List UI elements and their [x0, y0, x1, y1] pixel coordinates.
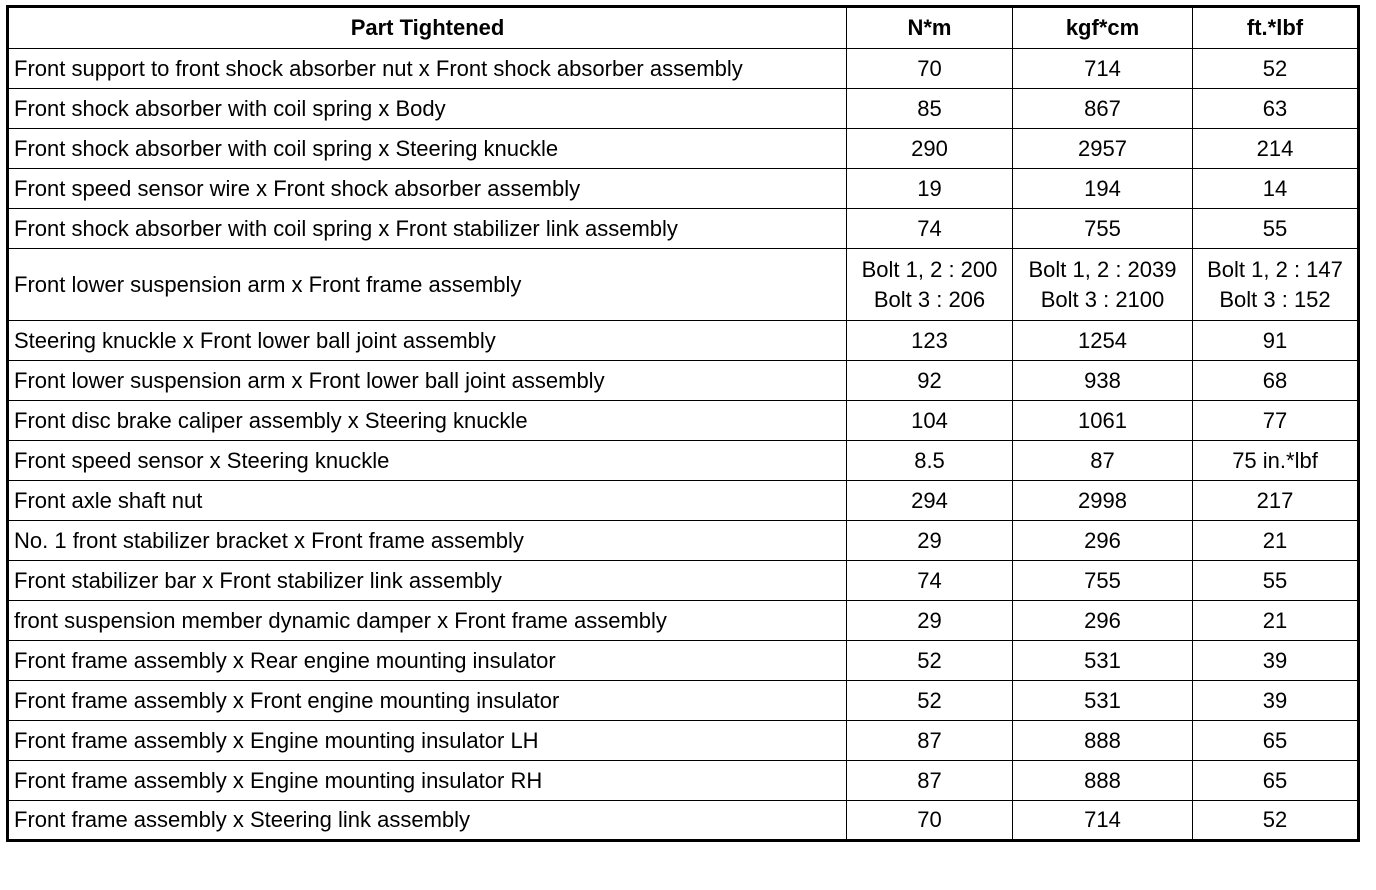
ftlbf-cell [1193, 481, 1359, 521]
table-row [8, 441, 1359, 481]
table-row [8, 89, 1359, 129]
table-row [8, 721, 1359, 761]
table-row [8, 401, 1359, 441]
part-tightened-cell: Front frame assembly x Front engine mounting insulator [8, 681, 847, 721]
ftlbf-cell-value: Bolt 3 : 152 [1219, 286, 1331, 312]
kgfcm-cell-value: 714 [1084, 807, 1121, 832]
table-row [8, 249, 1359, 321]
ftlbf-cell-value: 214 [1256, 135, 1294, 161]
nm-cell [847, 521, 1013, 561]
ftlbf-cell-value: 91 [1262, 327, 1288, 353]
part-tightened-cell: Front speed sensor wire x Front shock absorber assembly [8, 169, 847, 209]
kgfcm-cell-value: 531 [1084, 647, 1121, 673]
kgfcm-cell [1013, 129, 1193, 169]
nm-cell-value: 87 [917, 727, 942, 753]
kgfcm-cell-value: 1254 [1078, 327, 1127, 353]
kgfcm-cell [1013, 361, 1193, 401]
ftlbf-cell-value: 217 [1256, 487, 1294, 513]
ftlbf-cell [1193, 321, 1359, 361]
part-tightened-cell: Front shock absorber with coil spring x Body [8, 89, 847, 129]
kgfcm-cell [1013, 641, 1193, 681]
ftlbf-cell [1193, 169, 1359, 209]
ftlbf-cell-value: 75 in.*lbf [1232, 447, 1318, 473]
part-tightened-cell: Front support to front shock absorber nut x Front shock absorber assembly [8, 49, 847, 89]
part-tightened-cell: No. 1 front stabilizer bracket x Front frame assembly [8, 521, 847, 561]
part-tightened-cell: Front shock absorber with coil spring x Steering knuckle [8, 129, 847, 169]
ftlbf-cell [1193, 401, 1359, 441]
part-tightened-cell: Front axle shaft nut [8, 481, 847, 521]
nm-cell-value: 74 [917, 215, 942, 241]
table-row [8, 209, 1359, 249]
header-part-tightened: Part Tightened [8, 7, 847, 49]
nm-cell [847, 209, 1013, 249]
nm-cell [847, 249, 1013, 321]
nm-cell [847, 601, 1013, 641]
ftlbf-cell [1193, 49, 1359, 89]
ftlbf-cell-value: 65 [1262, 767, 1288, 793]
part-tightened-cell: Front frame assembly x Engine mounting insulator LH [8, 721, 847, 761]
ftlbf-cell-value: 55 [1262, 567, 1288, 593]
kgfcm-cell [1013, 209, 1193, 249]
nm-cell [847, 481, 1013, 521]
ftlbf-cell [1193, 721, 1359, 761]
part-tightened-cell: Front lower suspension arm x Front lower ball joint assembly [8, 361, 847, 401]
ftlbf-cell [1193, 249, 1359, 321]
kgfcm-cell [1013, 481, 1193, 521]
nm-cell [847, 401, 1013, 441]
ftlbf-cell-value: 55 [1262, 215, 1288, 241]
table-row [8, 49, 1359, 89]
ftlbf-cell-value: 68 [1262, 367, 1288, 393]
table-row [8, 521, 1359, 561]
nm-cell [847, 49, 1013, 89]
ftlbf-cell-value: 21 [1262, 527, 1288, 553]
kgfcm-cell [1013, 561, 1193, 601]
kgfcm-cell [1013, 169, 1193, 209]
kgfcm-cell-value: 296 [1084, 527, 1121, 553]
table-body [8, 49, 1359, 841]
nm-cell [847, 681, 1013, 721]
ftlbf-cell [1193, 801, 1359, 841]
nm-cell-value: 29 [917, 607, 942, 633]
table-row [8, 129, 1359, 169]
kgfcm-cell-value: 714 [1084, 55, 1121, 81]
nm-cell [847, 721, 1013, 761]
nm-cell-value: 52 [917, 647, 942, 673]
kgfcm-cell [1013, 521, 1193, 561]
ftlbf-cell [1193, 561, 1359, 601]
nm-cell-value: 294 [911, 487, 948, 513]
nm-cell [847, 89, 1013, 129]
table-row [8, 321, 1359, 361]
kgfcm-cell [1013, 249, 1193, 321]
ftlbf-cell-value: 14 [1262, 175, 1288, 201]
nm-cell-value: 290 [911, 135, 948, 161]
nm-cell [847, 801, 1013, 841]
ftlbf-cell [1193, 209, 1359, 249]
kgfcm-cell-value: Bolt 3 : 2100 [1040, 286, 1165, 312]
nm-cell-value: 87 [917, 767, 942, 793]
ftlbf-cell-value: 39 [1262, 647, 1288, 673]
kgfcm-cell [1013, 681, 1193, 721]
table-row [8, 481, 1359, 521]
kgfcm-cell [1013, 801, 1193, 841]
part-tightened-cell: Front frame assembly x Rear engine mounting insulator [8, 641, 847, 681]
part-tightened-cell: Steering knuckle x Front lower ball joint assembly [8, 321, 847, 361]
kgfcm-cell-value: 2957 [1078, 135, 1127, 161]
header-kgfcm: kgf*cm [1013, 7, 1193, 49]
part-tightened-cell: Front lower suspension arm x Front frame assembly [8, 249, 847, 321]
kgfcm-cell-value: 87 [1090, 447, 1115, 473]
kgfcm-cell [1013, 441, 1193, 481]
part-tightened-cell: Front disc brake caliper assembly x Steering knuckle [8, 401, 847, 441]
ftlbf-cell-value: 21 [1262, 607, 1288, 633]
ftlbf-cell [1193, 641, 1359, 681]
part-tightened-cell: Front stabilizer bar x Front stabilizer link assembly [8, 561, 847, 601]
nm-cell-value: Bolt 3 : 206 [873, 286, 986, 312]
table-row [8, 601, 1359, 641]
nm-cell [847, 561, 1013, 601]
ftlbf-cell-value: 77 [1262, 407, 1288, 433]
kgfcm-cell-value: 867 [1084, 95, 1121, 121]
part-tightened-cell: front suspension member dynamic damper x Front frame assembly [8, 601, 847, 641]
nm-cell-value: 123 [911, 327, 948, 353]
kgfcm-cell-value: 531 [1084, 687, 1121, 713]
nm-cell-value: 70 [917, 807, 942, 832]
kgfcm-cell-value: Bolt 1, 2 : 2039 [1028, 256, 1177, 282]
nm-cell-value: 8.5 [914, 447, 945, 473]
nm-cell-value: 92 [917, 367, 942, 393]
kgfcm-cell [1013, 321, 1193, 361]
torque-specification-table [6, 5, 1360, 842]
ftlbf-cell [1193, 361, 1359, 401]
part-tightened-cell: Front speed sensor x Steering knuckle [8, 441, 847, 481]
nm-cell-value: 74 [917, 567, 942, 593]
nm-cell [847, 169, 1013, 209]
ftlbf-cell [1193, 129, 1359, 169]
kgfcm-cell-value: 938 [1084, 367, 1121, 393]
ftlbf-cell [1193, 761, 1359, 801]
nm-cell-value: Bolt 1, 2 : 200 [861, 256, 998, 282]
ftlbf-cell [1193, 521, 1359, 561]
nm-cell [847, 761, 1013, 801]
part-tightened-cell: Front frame assembly x Steering link assembly [8, 801, 847, 841]
ftlbf-cell-value: 65 [1262, 727, 1288, 753]
ftlbf-cell-value: 52 [1262, 55, 1288, 81]
nm-cell [847, 361, 1013, 401]
table-row [8, 801, 1359, 841]
header-ftlbf: ft.*lbf [1193, 7, 1359, 49]
ftlbf-cell [1193, 89, 1359, 129]
nm-cell [847, 129, 1013, 169]
nm-cell-value: 104 [911, 407, 948, 433]
kgfcm-cell-value: 1061 [1078, 407, 1127, 433]
ftlbf-cell-value: 39 [1262, 687, 1288, 713]
table-header-row [8, 7, 1359, 49]
kgfcm-cell-value: 888 [1084, 727, 1121, 753]
kgfcm-cell-value: 888 [1084, 767, 1121, 793]
nm-cell-value: 52 [917, 687, 942, 713]
kgfcm-cell-value: 296 [1084, 607, 1121, 633]
table-row [8, 641, 1359, 681]
nm-cell-value: 85 [917, 95, 942, 121]
kgfcm-cell [1013, 721, 1193, 761]
nm-cell-value: 29 [917, 527, 942, 553]
ftlbf-cell-value: 52 [1262, 807, 1288, 832]
ftlbf-cell [1193, 681, 1359, 721]
kgfcm-cell-value: 194 [1084, 175, 1121, 201]
kgfcm-cell [1013, 89, 1193, 129]
kgfcm-cell [1013, 401, 1193, 441]
table-row [8, 169, 1359, 209]
ftlbf-cell-value: Bolt 1, 2 : 147 [1207, 256, 1343, 282]
nm-cell-value: 70 [917, 55, 942, 81]
ftlbf-cell [1193, 601, 1359, 641]
nm-cell [847, 321, 1013, 361]
kgfcm-cell-value: 755 [1084, 215, 1121, 241]
part-tightened-cell: Front shock absorber with coil spring x Front stabilizer link assembly [8, 209, 847, 249]
table-row [8, 361, 1359, 401]
kgfcm-cell [1013, 761, 1193, 801]
ftlbf-cell [1193, 441, 1359, 481]
kgfcm-cell-value: 755 [1084, 567, 1121, 593]
nm-cell [847, 641, 1013, 681]
table-row [8, 681, 1359, 721]
kgfcm-cell-value: 2998 [1078, 487, 1127, 513]
part-tightened-cell: Front frame assembly x Engine mounting insulator RH [8, 761, 847, 801]
header-nm: N*m [847, 7, 1013, 49]
table-row [8, 561, 1359, 601]
kgfcm-cell [1013, 601, 1193, 641]
nm-cell [847, 441, 1013, 481]
ftlbf-cell-value: 63 [1262, 95, 1288, 121]
kgfcm-cell [1013, 49, 1193, 89]
nm-cell-value: 19 [917, 175, 942, 201]
table-row [8, 761, 1359, 801]
